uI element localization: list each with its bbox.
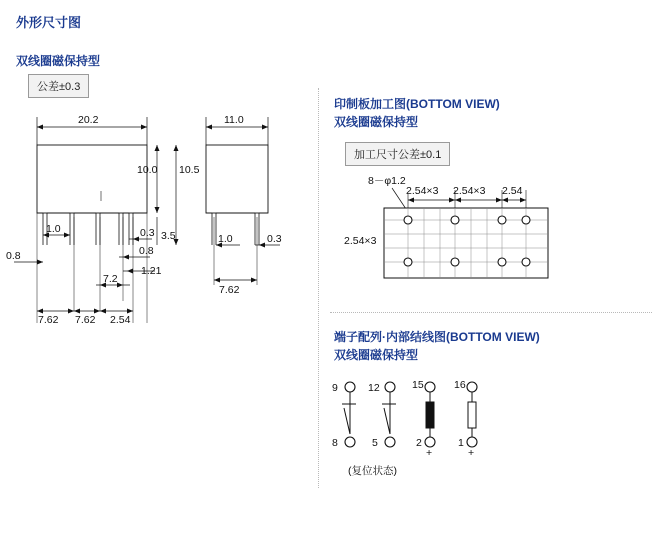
pcb-section-subtitle: 双线圈磁保持型 [334,115,419,129]
terminal-label-12: 12 [368,382,380,394]
wiring-section-subtitle: 双线圈磁保持型 [334,348,419,362]
pcb-tolerance-box [345,142,450,166]
dim-pin-len-3-5: 3.5 [161,230,176,242]
coil-sign-plus-2: + [468,447,475,459]
wiring-section-title: 端子配列·内部结线图(BOTTOM VIEW) [334,330,540,344]
wiring-diagram [330,368,630,478]
dim-7-62-side: 7.62 [219,284,240,296]
wiring-state-note: (复位状态) [348,465,397,477]
page-title: 外形尺寸图 [16,15,82,30]
pcb-dim-top-c: 2.54 [502,185,523,197]
dim-height-10-0: 10.0 [137,164,158,176]
terminal-label-8: 8 [332,437,338,449]
pcb-section-title: 印制板加工图(BOTTOM VIEW) [334,97,500,111]
dim-width-11-0: 11.0 [224,114,244,126]
pcb-dim-top-b: 2.54×3 [453,185,486,197]
dim-7-62-b: 7.62 [75,314,96,326]
dim-1-0-side: 1.0 [218,233,233,245]
coil-sign-plus-1: + [426,447,433,459]
dim-height-10-5: 10.5 [179,164,200,176]
dim-width-20-2: 20.2 [78,114,99,126]
terminal-label-5: 5 [372,437,378,449]
left-section-subtitle: 双线圈磁保持型 [16,54,101,68]
terminal-label-2: 2 [416,437,422,449]
terminal-label-9: 9 [332,382,338,394]
dim-1-0-front: 1.0 [46,223,61,235]
left-tolerance-label: 公差±0.3 [28,74,89,98]
terminal-label-16: 16 [454,379,466,391]
dim-0-8-right: 0.8 [139,245,154,257]
dim-0-3-side: 0.3 [267,233,282,245]
pcb-drawing [330,172,650,302]
dim-7-62-a: 7.62 [38,314,59,326]
dim-0-3-front: 0.3 [140,227,155,239]
left-tolerance-box [28,74,89,98]
dim-0-8-left: 0.8 [6,250,21,262]
dim-2-54-front: 2.54 [110,314,131,326]
dim-1-21: 1.21 [141,265,162,277]
terminal-label-15: 15 [412,379,424,391]
section-divider [330,312,652,313]
terminal-label-1: 1 [458,437,464,449]
pcb-tolerance-label: 加工尺寸公差±0.1 [345,142,450,166]
column-divider [318,88,319,488]
outline-drawing [0,105,330,335]
dim-7-2: 7.2 [103,273,118,285]
pcb-dim-left: 2.54×3 [344,235,377,247]
pcb-hole-note: 8－φ1.2 [368,175,406,187]
pcb-dim-top-a: 2.54×3 [406,185,439,197]
